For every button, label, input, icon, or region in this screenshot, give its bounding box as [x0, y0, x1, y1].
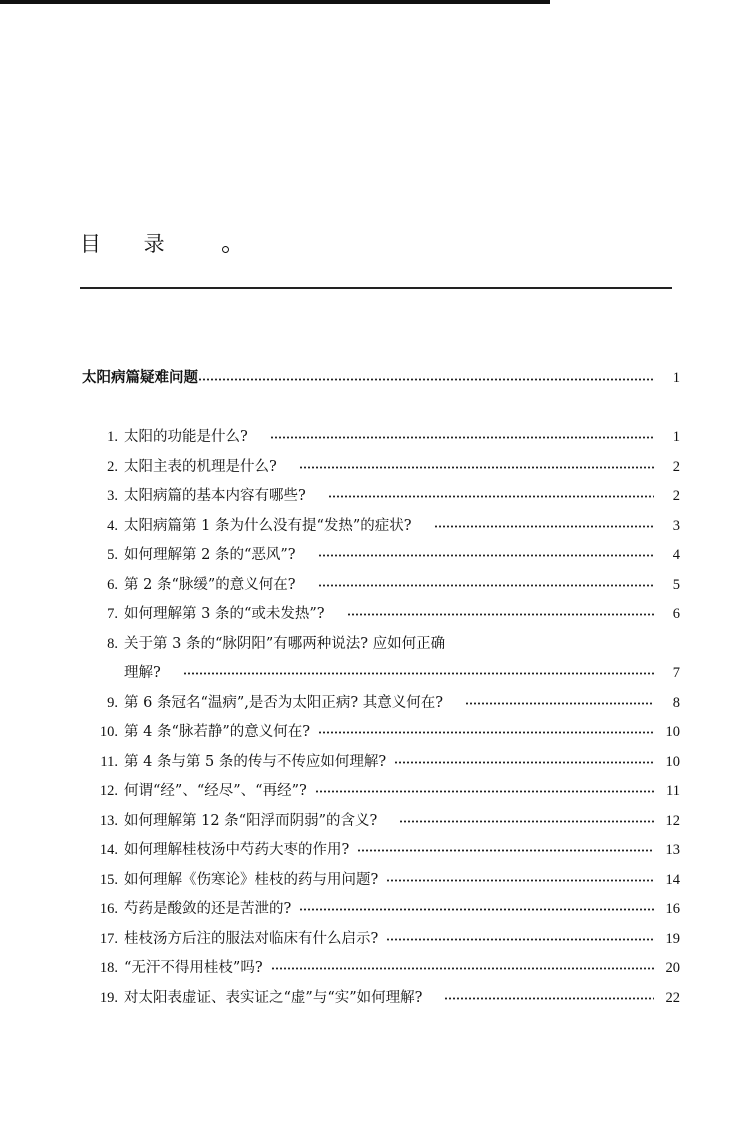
- page-title: 目 录: [80, 232, 183, 256]
- entry-title-continued: 理解?: [124, 665, 161, 681]
- dot-leader: [434, 525, 654, 528]
- toc-entry[interactable]: [82, 807, 680, 837]
- dot-leader: [271, 967, 654, 970]
- dot-leader: [347, 613, 654, 616]
- entry-number: 9.: [107, 694, 118, 711]
- page-number: 1: [672, 370, 680, 386]
- page-number: 19: [665, 930, 680, 947]
- page-number: 14: [665, 871, 680, 888]
- page-number: 8: [672, 694, 680, 711]
- dot-leader: [299, 908, 654, 911]
- entry-number: 10.: [99, 724, 118, 740]
- toc-entry[interactable]: [82, 748, 680, 778]
- toc-entry[interactable]: [82, 453, 680, 483]
- toc-entry[interactable]: [82, 866, 680, 896]
- dot-leader: [315, 790, 654, 793]
- entry-title: 太阳病篇第 1 条为什么没有提“发热”的症状?: [124, 517, 412, 534]
- page-number: 12: [665, 812, 680, 829]
- dot-leader: [386, 879, 654, 882]
- toc-section[interactable]: [82, 364, 680, 423]
- title-rule: [80, 287, 672, 289]
- entry-number: 2.: [107, 458, 118, 475]
- entry-title: 第 4 条与第 5 条的传与不传应如何理解?: [124, 753, 387, 770]
- toc-entry[interactable]: [82, 541, 680, 571]
- entry-title: 第 2 条“脉缓”的意义何在?: [124, 576, 296, 593]
- toc-entry[interactable]: [82, 895, 680, 925]
- entry-number: 6.: [107, 576, 118, 593]
- dot-leader: [183, 672, 654, 675]
- toc-entry[interactable]: [82, 630, 680, 660]
- entry-number: 1.: [107, 429, 118, 445]
- toc-entry[interactable]: [82, 718, 680, 748]
- toc-entry[interactable]: [82, 600, 680, 630]
- toc-entry[interactable]: [82, 954, 680, 984]
- entry-number: 8.: [107, 635, 118, 652]
- entry-number: 17.: [99, 930, 118, 947]
- page-number: 3: [672, 517, 680, 534]
- entry-number: 12.: [99, 783, 118, 799]
- entry-number: 15.: [99, 871, 118, 888]
- toc-entry[interactable]: [82, 836, 680, 866]
- toc-entry[interactable]: [82, 482, 680, 512]
- page-number: 2: [672, 458, 680, 475]
- dot-leader: [318, 584, 654, 587]
- entry-title: 如何理解第 3 条的“或未发热”?: [124, 606, 325, 622]
- page-number: 10: [665, 724, 680, 740]
- dot-leader: [386, 938, 654, 941]
- dot-leader: [318, 731, 654, 734]
- dot-leader: [198, 378, 654, 381]
- toc-entry[interactable]: [82, 423, 680, 453]
- section-title: 太阳病篇疑难问题: [82, 369, 198, 386]
- dot-leader: [465, 702, 654, 705]
- page-number: 10: [665, 753, 680, 770]
- entry-title: 如何理解《伤寒论》桂枝的药与用问题?: [124, 871, 379, 888]
- entry-number: 11.: [100, 753, 118, 770]
- dot-leader: [444, 997, 654, 1000]
- entry-title: 关于第 3 条的“脉阴阳”有哪两种说法? 应如何正确: [124, 635, 446, 652]
- entry-title: 对太阳表虚证、表实证之“虚”与“实”如何理解?: [124, 989, 423, 1006]
- toc-entry[interactable]: [82, 512, 680, 542]
- dot-leader: [270, 436, 654, 439]
- toc-entry[interactable]: [82, 984, 680, 1014]
- page-number: 20: [665, 960, 680, 976]
- entry-number: 4.: [107, 517, 118, 534]
- dot-leader: [399, 820, 654, 823]
- entry-title: 太阳的功能是什么?: [124, 429, 248, 445]
- entry-title: 芍药是酸敛的还是苦泄的?: [124, 901, 292, 917]
- entry-number: 14.: [99, 842, 118, 858]
- entry-title: “无汗不得用桂枝”吗?: [124, 960, 263, 976]
- page-number: 13: [665, 842, 680, 858]
- entry-number: 13.: [99, 812, 118, 829]
- toc-entry[interactable]: [82, 689, 680, 719]
- entry-number: 5.: [107, 547, 118, 563]
- entry-number: 19.: [99, 989, 118, 1006]
- dot-leader: [357, 849, 654, 852]
- scan-border-line: [0, 0, 550, 4]
- dot-leader: [318, 554, 654, 557]
- toc-entry[interactable]: [82, 777, 680, 807]
- dot-leader: [299, 466, 654, 469]
- page-number: 4: [672, 547, 680, 563]
- page-number: 5: [672, 576, 680, 593]
- entry-title: 何谓“经”、“经尽”、“再经”?: [124, 783, 307, 799]
- entry-title: 太阳主表的机理是什么?: [124, 458, 277, 475]
- entry-title: 第 6 条冠名“温病”,是否为太阳正病? 其意义何在?: [124, 694, 444, 711]
- page-number: 6: [672, 606, 680, 622]
- entry-title: 第 4 条“脉若静”的意义何在?: [124, 724, 311, 740]
- toc-entry-continued[interactable]: [82, 659, 680, 689]
- ink-speck: [221, 245, 231, 255]
- page-number: 7: [672, 665, 680, 681]
- entry-number: 7.: [107, 606, 118, 622]
- page-number: 2: [672, 488, 680, 504]
- entry-title: 如何理解第 12 条“阳浮而阴弱”的含义?: [124, 812, 378, 829]
- page-number: 22: [665, 989, 680, 1006]
- page-number: 11: [666, 783, 680, 799]
- page-number: 16: [665, 901, 680, 917]
- table-of-contents: [82, 364, 680, 1013]
- entry-title: 桂枝汤方后注的服法对临床有什么启示?: [124, 930, 379, 947]
- entry-title: 如何理解桂枝汤中芍药大枣的作用?: [124, 842, 350, 858]
- entry-title: 如何理解第 2 条的“恶风”?: [124, 547, 296, 563]
- entry-number: 3.: [107, 488, 118, 504]
- dot-leader: [328, 495, 654, 498]
- entry-number: 16.: [99, 901, 118, 917]
- page-number: 1: [672, 429, 680, 445]
- entry-title: 太阳病篇的基本内容有哪些?: [124, 488, 306, 504]
- toc-entry[interactable]: [82, 925, 680, 955]
- toc-entry[interactable]: [82, 571, 680, 601]
- dot-leader: [394, 761, 654, 764]
- entry-number: 18.: [99, 960, 118, 976]
